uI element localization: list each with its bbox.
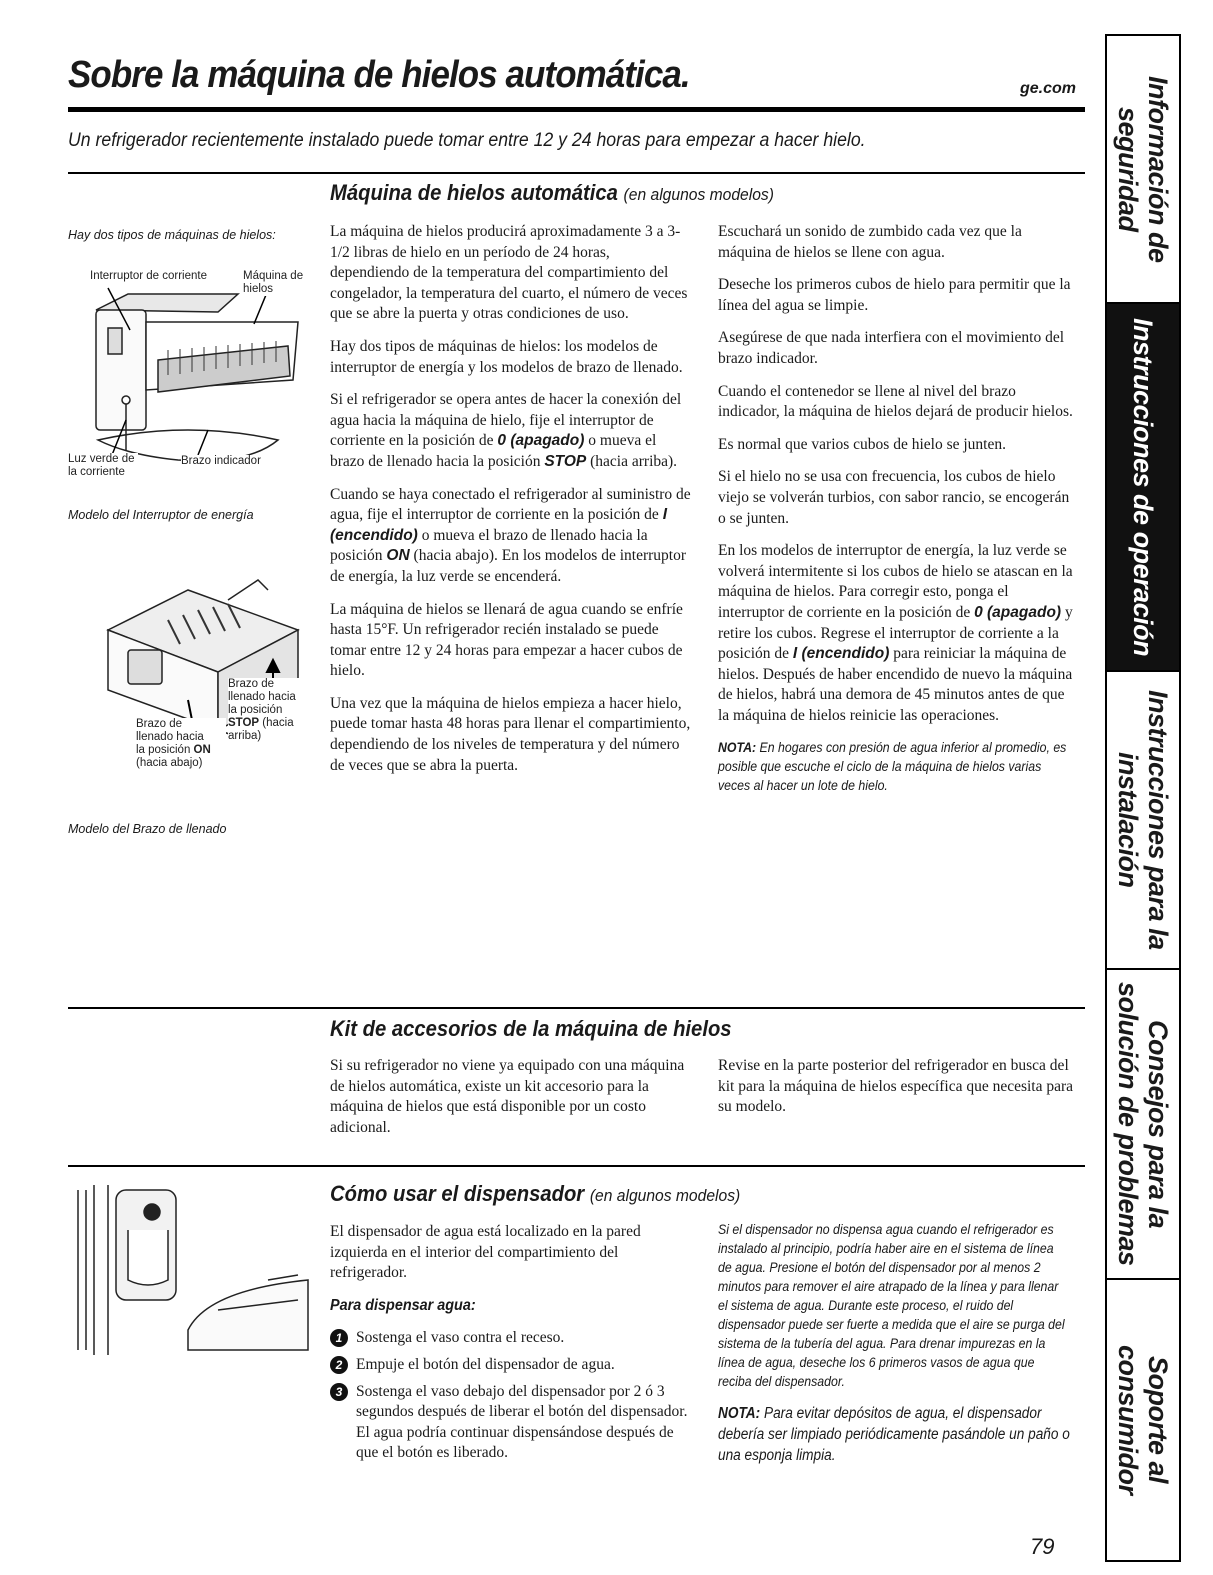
label-stop-rest: (hacia	[259, 717, 294, 729]
step-number: 2	[330, 1356, 348, 1374]
label-arm-stop-line-4	[228, 717, 308, 730]
note-label: NOTA:	[718, 739, 757, 756]
page-subtitle: Un refrigerador recientemente instalado puede tomar entre 12 y 24 horas para empezar a hacer hielo.	[68, 130, 866, 151]
p4-on-switch: I (encendido)	[330, 506, 667, 544]
dispenser-intro: El dispensador de agua está localizado en la pared izquierda en el interior del compartimiento del refrigerador.	[330, 1223, 641, 1282]
step-2	[330, 1355, 692, 1376]
label-icemaker: Máquina de hielos	[243, 270, 313, 296]
figure-intro: Hay dos tipos de máquinas de hielos:	[68, 228, 276, 242]
icemaker-c2-p5: Es normal que varios cubos de hielo se junten.	[718, 435, 1006, 453]
p4-a: Cuando se haya conectado el refrigerador al suministro de agua, fije el interruptor de corriente en la posición de	[330, 485, 691, 524]
p3-c: o mueva el brazo de llenado hacia la posición	[330, 432, 657, 470]
c2p7-c: y retire los cubos. Regrese el interruptor de corriente a la posición de	[718, 603, 1073, 663]
tab-safety-info[interactable]	[1107, 36, 1179, 304]
tab-label: Consejos para la solución de problemas	[1113, 982, 1173, 1266]
step-3	[330, 1382, 692, 1464]
label-arm-stop-line-1: Brazo de	[228, 678, 275, 690]
note-text: En hogares con presión de agua inferior al promedio, es posible que escuche el ciclo de la máquina de hielos varias veces al hacer un lote de hielo.	[718, 739, 1067, 794]
c2p7-a: En los modelos de interruptor de energía, la luz verde se volverá intermitente si los cubos de hielo se atascan en la máquina de hielos. Para corregir esto, ponga el interruptor de corriente en la posición de	[718, 542, 1073, 621]
steps-title: Para dispensar agua:	[330, 1296, 476, 1314]
icemaker-p3	[330, 390, 692, 472]
icemaker-heading-text: Máquina de hielos automática	[330, 180, 618, 205]
label-arm-on	[136, 718, 226, 770]
p3-stop: STOP	[544, 452, 587, 470]
p4-e: (hacia abajo). En los modelos de interruptor de energía, la luz verde se encenderá.	[330, 547, 686, 585]
icemaker-p1: La máquina de hielos producirá aproximadamente 3 a 3-1/2 libras de hielo en un período de 24 horas, dependiendo de la temperatura del compartimiento del congelador, la temperatura del cuarto, el número de veces que se abre la puerta y otras condiciones de uso.	[330, 223, 688, 323]
icemaker-heading-sub: (en algunos modelos)	[623, 185, 774, 204]
dispenser-column-1	[330, 1222, 692, 1470]
label-stop-bold: STOP	[228, 717, 260, 729]
c2p7-e: para reiniciar la máquina de hielos. Después de haber encendido de nuevo la máquina de hielos, habrá una demora de 45 minutos antes de que la máquina de hielos reinicie las operaciones.	[718, 645, 1073, 724]
label-arm-on-line-2: llenado hacia	[136, 731, 204, 743]
caption-power-switch: Modelo del Interruptor de energía	[68, 508, 254, 522]
label-indicator-arm: Brazo indicador	[181, 455, 261, 467]
p4-on-arm: ON	[386, 547, 410, 565]
dispenser-air-note: Si el dispensador no dispensa agua cuando el refrigerador es instalado al principio, podría haber aire en el sistema de línea de agua. Presione el botón del dispensador por al menos 2 minutos para remover el aire atrapado de la línea y para llenar el sistema de agua. Durante este proceso, el ruido del dispensador puede ser fuerte a medida que el aire se purga del sistema de la tubería del agua. Para drenar impurezas en la línea de agua, deseche los 6 primeros vasos de agua que reciba del dispensador.	[718, 1221, 1065, 1389]
label-green-light: Luz verde de la corriente	[68, 453, 138, 479]
icemaker-heading	[330, 180, 774, 206]
tab-label: Información de seguridad	[1113, 75, 1173, 263]
dispenser-column-2	[718, 1220, 1118, 1466]
label-on-bold: ON	[193, 744, 211, 756]
kit-p1: Si su refrigerador no viene ya equipado con una máquina de hielos automática, existe un kit accesorio para la máquina de hielos que está disponible por un costo adicional.	[330, 1057, 685, 1136]
power-switch-figure	[68, 250, 313, 480]
tab-label: Instrucciones de operación	[1128, 317, 1158, 657]
label-arm-on-line-1: Brazo de	[136, 718, 183, 730]
label-arm-on-line-3	[136, 744, 226, 757]
step-number: 1	[330, 1329, 348, 1347]
label-arm-on-line-4: (hacia abajo)	[136, 757, 203, 769]
page-title: Sobre la máquina de hielos automática.	[68, 54, 690, 96]
dispenser-note-text: Para evitar depósitos de agua, el dispensador debería ser limpiado periódicamente pasándole un paño o una esponja limpia.	[718, 1405, 1070, 1464]
icemaker-c2-p7	[718, 541, 1078, 726]
label-arm-stop-line-3: la posición	[228, 704, 283, 716]
site-url: ge.com	[1020, 80, 1077, 97]
label-on-text: la posición	[136, 744, 194, 756]
label-arm-stop-line-2: llenado hacia	[228, 691, 296, 703]
dispenser-heading-text: Cómo usar el dispensador	[330, 1181, 585, 1206]
dispenser-note	[718, 1403, 1070, 1466]
kit-p2: Revise en la parte posterior del refrigerador en busca del kit para la máquina de hielos específica que necesita para su modelo.	[718, 1057, 1074, 1116]
icemaker-c2-p4: Cuando el contenedor se llene al nivel del brazo indicador, la máquina de hielos dejará de producir hielos.	[718, 382, 1073, 421]
dispenser-figure	[68, 1180, 313, 1360]
step-text: Sostenga el vaso debajo del dispensador por 2 ó 3 segundos después de liberar el botón del dispensador. El agua podría continuar dispensándose después de que el botón es liberado.	[356, 1382, 688, 1462]
fill-arm-figure	[68, 560, 313, 810]
icemaker-note	[718, 738, 1070, 795]
step-text: Sostenga el vaso contra el receso.	[356, 1329, 565, 1347]
dispenser-note-label: NOTA:	[718, 1405, 761, 1422]
icemaker-p6: Una vez que la máquina de hielos empieza a hacer hielo, puede tomar hasta 48 horas para llenar el compartimiento, dependiendo de los niveles de temperatura y del número de veces que se abra la puerta.	[330, 694, 691, 774]
section-tabs	[1105, 34, 1181, 1562]
p3-e: (hacia arriba).	[586, 452, 678, 470]
c2p7-on: I (encendido)	[792, 645, 890, 663]
kit-column-1	[330, 1056, 690, 1150]
p3-a: Si el refrigerador se opera antes de hacer la conexión del agua hacia la máquina de hielo, fije el interruptor de corriente en la posición de	[330, 391, 682, 450]
tab-label: Instrucciones para la instalación	[1113, 690, 1173, 950]
icemaker-p4	[330, 485, 692, 588]
label-arm-stop-line-5: arriba)	[228, 730, 262, 742]
icemaker-c2-p2: Deseche los primeros cubos de hielo para permitir que la línea del agua se limpie.	[718, 276, 1071, 314]
step-1	[330, 1328, 692, 1349]
icemaker-column-2	[718, 222, 1078, 795]
step-number: 3	[330, 1383, 348, 1401]
icemaker-p2: Hay dos tipos de máquinas de hielos: los modelos de interruptor de energía y los modelos de brazo de llenado.	[330, 337, 683, 376]
dispenser-heading	[330, 1181, 740, 1207]
tab-operating-instructions[interactable]	[1107, 304, 1179, 672]
divider	[68, 1165, 1085, 1167]
caption-fill-arm: Modelo del Brazo de llenado	[68, 822, 227, 836]
dispenser-illustration	[68, 1180, 313, 1360]
divider	[68, 172, 1085, 174]
tab-installation[interactable]	[1107, 672, 1179, 970]
tab-troubleshooting[interactable]	[1107, 970, 1179, 1280]
tab-consumer-support[interactable]	[1107, 1280, 1179, 1560]
p3-off: 0 (apagado)	[497, 432, 585, 450]
step-text: Empuje el botón del dispensador de agua.	[356, 1355, 615, 1373]
kit-column-2	[718, 1056, 1078, 1130]
kit-heading: Kit de accesorios de la máquina de hielos	[330, 1016, 732, 1041]
header-rule	[68, 107, 1085, 112]
label-power-switch: Interruptor de corriente	[90, 270, 207, 282]
icemaker-column-1	[330, 222, 692, 788]
c2p7-off: 0 (apagado)	[974, 603, 1062, 621]
label-arm-stop	[228, 678, 308, 743]
p4-c: o mueva el brazo de llenado hacia la posición	[330, 526, 648, 565]
icemaker-p5: La máquina de hielos se llenará de agua cuando se enfríe hasta 15°F. Un refrigerador recién instalado se puede tomar entre 12 y 24 horas para empezar a hacer cubos de hielo.	[330, 600, 683, 680]
tab-label: Soporte al consumidor	[1113, 1345, 1173, 1495]
page-number: 79	[1030, 1534, 1055, 1559]
dispenser-heading-sub: (en algunos modelos)	[589, 1186, 741, 1205]
icemaker-c2-p6: Si el hielo no se usa con frecuencia, los cubos de hielo viejo se volverán turbios, con sabor rancio, se encogerán o se junten.	[718, 468, 1070, 527]
icemaker-c2-p3: Asegúrese de que nada interfiera con el movimiento del brazo indicador.	[718, 329, 1065, 367]
icemaker-c2-p1: Escuchará un sonido de zumbido cada vez que la máquina de hielos se llene con agua.	[718, 223, 1022, 261]
divider	[68, 1007, 1085, 1009]
